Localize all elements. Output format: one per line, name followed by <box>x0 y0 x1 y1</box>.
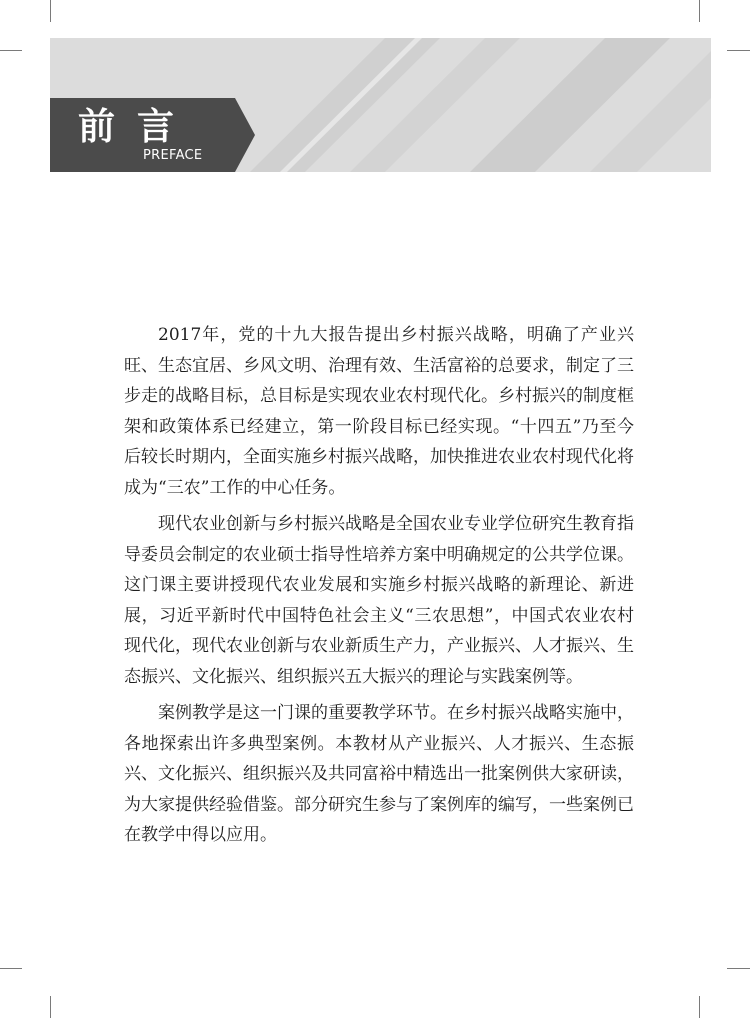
crop-mark <box>0 968 22 969</box>
crop-mark <box>699 996 700 1018</box>
page-subtitle: PREFACE <box>143 148 203 163</box>
crop-mark <box>50 996 51 1018</box>
paragraph: 2017年，党的十九大报告提出乡村振兴战略，明确了产业兴旺、生态宜居、乡风文明、治理有效、生活富裕的总要求，制定了三步走的战略目标，总目标是实现农业农村现代化。乡村振兴的制度框架和政策体系已经建立，第一阶段目标已经实现。“十四五”乃至今后较长时期内，全面实施乡村振兴战略，加快推进农业农村现代化将成为“三农”工作的中心任务。 <box>124 325 634 498</box>
crop-mark <box>727 968 750 969</box>
page-title: 前言 <box>78 105 196 148</box>
paragraph: 现代农业创新与乡村振兴战略是全国农业专业学位研究生教育指导委员会制定的农业硕士指导性培养方案中明确规定的公共学位课。这门课主要讲授现代农业发展和实施乡村振兴战略的新理论、新进展，习近平新时代中国特色社会主义“三农思想”，中国式农业农村现代化，现代农业创新与农业新质生产力，产业振兴、人才振兴、生态振兴、文化振兴、组织振兴五大振兴的理论与实践案例等。 <box>124 514 634 687</box>
crop-mark <box>727 50 750 51</box>
preface-body <box>124 320 634 857</box>
crop-mark <box>0 50 22 51</box>
crop-mark <box>699 0 700 22</box>
paragraph: 案例教学是这一门课的重要教学环节。在乡村振兴战略实施中，各地探索出许多典型案例。本教材从产业振兴、人才振兴、生态振兴、文化振兴、组织振兴及共同富裕中精选出一批案例供大家研读，为大家提供经验借鉴。部分研究生参与了案例库的编写，一些案例已在教学中得以应用。 <box>124 703 634 845</box>
crop-mark <box>50 0 51 22</box>
